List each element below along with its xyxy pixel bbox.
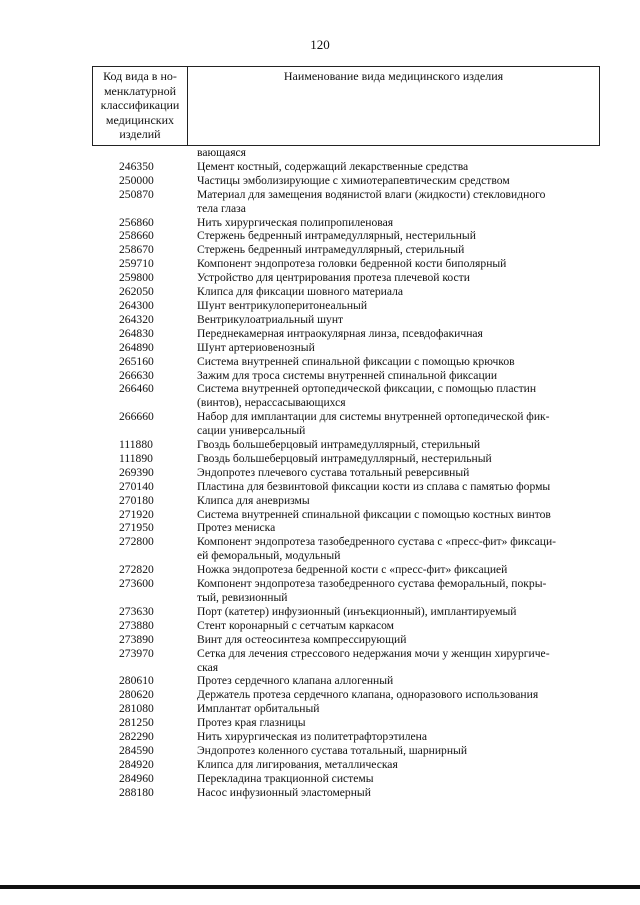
table-row	[0, 688, 640, 702]
table-row	[0, 466, 640, 480]
device-name: Винт для остеосинтеза компрессирующий	[197, 632, 407, 646]
device-name: Порт (катетер) инфузионный (инъекционный), имплантируемый	[197, 604, 517, 618]
table-header	[92, 66, 600, 146]
table-row	[0, 758, 640, 772]
device-code: 256860	[119, 215, 154, 229]
device-code: 111880	[119, 438, 153, 452]
table-row	[0, 786, 640, 800]
device-code: 273630	[119, 604, 154, 618]
table-row	[0, 355, 640, 369]
device-code: 273970	[119, 646, 154, 660]
device-name: Набор для имплантации для системы внутренней ортопедической фик- сации универсальный	[197, 410, 550, 438]
device-name: Частицы эмболизирующие с химиотерапевтическим средством	[197, 173, 510, 187]
device-code: 281080	[119, 702, 154, 716]
device-name: Эндопротез плечевого сустава тотальный реверсивный	[197, 465, 470, 479]
device-name: Насос инфузионный эластомерный	[197, 785, 371, 799]
table-row	[0, 271, 640, 285]
device-code: 266660	[119, 410, 154, 424]
table-row	[0, 188, 640, 216]
table-row	[0, 229, 640, 243]
device-name: Переднекамерная интраокулярная линза, псевдофакичная	[197, 326, 483, 340]
device-name: Компонент эндопротеза головки бедренной кости биполярный	[197, 257, 507, 271]
device-name: Держатель протеза сердечного клапана, одноразового использования	[197, 688, 539, 702]
device-name: Протез края глазницы	[197, 716, 306, 730]
device-name: Стержень бедренный интрамедуллярный, нестерильный	[197, 229, 476, 243]
device-name: Стержень бедренный интрамедуллярный, стерильный	[197, 243, 465, 257]
table-row	[0, 174, 640, 188]
device-code: 264890	[119, 340, 154, 354]
device-code: 250000	[119, 173, 154, 187]
device-code: 272800	[119, 535, 154, 549]
table-row	[0, 619, 640, 633]
device-code: 280610	[119, 674, 154, 688]
device-name: Вентрикулоатриальный шунт	[197, 312, 344, 326]
device-code: 284960	[119, 771, 154, 785]
device-code: 250870	[119, 187, 154, 201]
device-name: Устройство для центрирования протеза плечевой кости	[197, 271, 470, 285]
table-row	[0, 216, 640, 230]
device-name: Нить хирургическая из политетрафторэтилена	[197, 730, 427, 744]
table-row	[0, 702, 640, 716]
device-name: Клипса для лигирования, металлическая	[197, 757, 398, 771]
device-code: 273880	[119, 618, 154, 632]
device-code: 266460	[119, 382, 154, 396]
device-code: 270180	[119, 493, 154, 507]
device-name: Сетка для лечения стрессового недержания мочи у женщин хирургиче- ская	[197, 646, 550, 674]
device-code: 281250	[119, 716, 154, 730]
device-code: 282290	[119, 730, 154, 744]
table-body	[0, 146, 640, 800]
device-name: Система внутренней ортопедической фиксации, с помощью пластин (винтов), нерассасывающихся	[197, 382, 537, 410]
device-code: 273600	[119, 577, 154, 591]
table-row	[0, 257, 640, 271]
table-row	[0, 313, 640, 327]
device-code: 270140	[119, 479, 154, 493]
device-name: Ножка эндопротеза бедренной кости с «пресс-фит» фиксацией	[197, 563, 508, 577]
device-code: 266630	[119, 368, 154, 382]
device-code: 262050	[119, 285, 154, 299]
device-code: 284590	[119, 743, 154, 757]
device-name: Протез мениска	[197, 521, 276, 535]
device-name: Клипса для фиксации шовного материала	[197, 285, 404, 299]
device-code: 272820	[119, 563, 154, 577]
table-row	[0, 146, 640, 160]
device-name: Система внутренней спинальной фиксации с помощью крючков	[197, 354, 515, 368]
device-code: 264320	[119, 312, 154, 326]
device-code: 264830	[119, 326, 154, 340]
table-row	[0, 605, 640, 619]
device-code: 288180	[119, 785, 154, 799]
device-code: 111890	[119, 451, 153, 465]
table-row	[0, 674, 640, 688]
table-row	[0, 633, 640, 647]
table-row	[0, 577, 640, 605]
device-code: 284920	[119, 757, 154, 771]
device-name: Цемент костный, содержащий лекарственные средства	[197, 159, 469, 173]
device-code: 258660	[119, 229, 154, 243]
device-name: Шунт артериовенозный	[197, 340, 315, 354]
table-row	[0, 563, 640, 577]
device-code: 258670	[119, 243, 154, 257]
device-name: Пластина для безвинтовой фиксации кости из сплава с памятью формы	[197, 479, 551, 493]
device-name: Перекладина тракционной системы	[197, 771, 374, 785]
table-row	[0, 382, 640, 410]
table-row	[0, 438, 640, 452]
device-code: 246350	[119, 159, 154, 173]
device-code: 273890	[119, 632, 154, 646]
device-code: 264300	[119, 298, 154, 312]
table-row	[0, 744, 640, 758]
device-code: 259800	[119, 271, 154, 285]
table-row	[0, 730, 640, 744]
table-row	[0, 243, 640, 257]
header-name-column: Наименование вида медицинского изделия	[283, 69, 504, 83]
device-name: Стент коронарный с сетчатым каркасом	[197, 618, 395, 632]
table-row	[0, 410, 640, 438]
device-name: Шунт вентрикулоперитонеальный	[197, 298, 368, 312]
device-name: Компонент эндопротеза тазобедренного сустава с «пресс-фит» фиксаци- ей феморальный, модульный	[197, 535, 557, 563]
device-name: Имплантат орбитальный	[197, 702, 320, 716]
device-code: 269390	[119, 465, 154, 479]
table-row	[0, 160, 640, 174]
table-row	[0, 716, 640, 730]
footer-rule	[0, 885, 640, 889]
table-row	[0, 452, 640, 466]
table-row	[0, 341, 640, 355]
device-name: вающаяся	[197, 146, 247, 159]
table-row	[0, 327, 640, 341]
table-row	[0, 521, 640, 535]
device-name: Эндопротез коленного сустава тотальный, шарнирный	[197, 743, 468, 757]
table-row	[0, 647, 640, 675]
device-name: Компонент эндопротеза тазобедренного сустава феморальный, покры- тый, ревизионный	[197, 577, 547, 604]
device-name: Материал для замещения водянистой влаги (жидкости) стекловидного тела глаза	[197, 187, 546, 215]
device-code: 280620	[119, 688, 154, 702]
table-row	[0, 494, 640, 508]
table-row	[0, 535, 640, 563]
device-name: Гвоздь большеберцовый интрамедуллярный, нестерильный	[197, 451, 492, 465]
table-row	[0, 508, 640, 522]
device-code: 271920	[119, 507, 154, 521]
device-name: Клипса для аневризмы	[197, 493, 310, 507]
table-row	[0, 285, 640, 299]
page-number: 120	[310, 37, 330, 52]
device-code: 265160	[119, 354, 154, 368]
table-row	[0, 772, 640, 786]
table-row	[0, 369, 640, 383]
device-name: Протез сердечного клапана аллогенный	[197, 674, 394, 688]
table-row	[0, 299, 640, 313]
device-name: Гвоздь большеберцовый интрамедуллярный, стерильный	[197, 438, 481, 452]
device-code: 271950	[119, 521, 154, 535]
device-name: Зажим для троса системы внутренней спинальной фиксации	[197, 368, 498, 382]
device-code: 259710	[119, 257, 154, 271]
table-row	[0, 480, 640, 494]
header-code-column: Код вида в но- менклатурной классификации медицинских изделий	[93, 67, 188, 145]
device-code	[0, 146, 174, 160]
device-name: Система внутренней спинальной фиксации с помощью костных винтов	[197, 507, 551, 521]
device-name: Нить хирургическая полипропиленовая	[197, 215, 394, 229]
